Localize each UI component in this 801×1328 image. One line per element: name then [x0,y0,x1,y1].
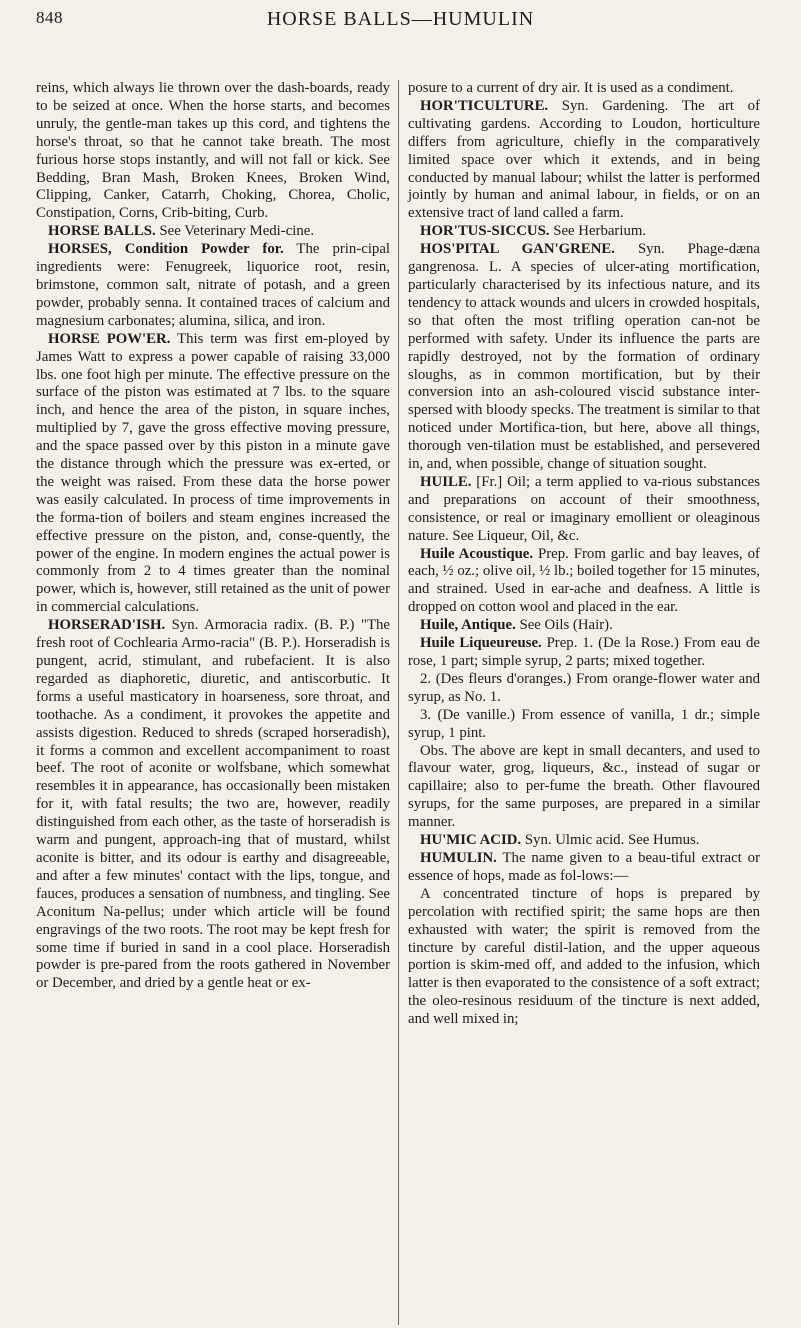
entry-headword: HU'MIC ACID. [420,832,522,849]
entry-text: The name given to a beau-tiful extract or essence of hops, made as fol-lows:— [408,849,760,884]
running-head: HORSE BALLS—HUMULIN [266,8,535,30]
dictionary-entry [408,223,760,241]
entry-headword: HUILE. [420,473,472,490]
entry-text: 3. (De vanille.) From essence of vanilla, 1 dr.; simple syrup, 1 pint. [408,706,760,741]
entry-text: A concentrated tincture of hops is prepared by percolation with rectified spirit; the same hops are then exhausted with water; the spirit is removed from the tincture by careful distil-lation, and the upper aqueous portion is skim-med off, and added to the infusion, which latter is then evaporated to the consistence of a soft extract; the oleo-resinous residuum of the tincture is next added, and well mixed in; [408,885,760,1028]
dictionary-entry [36,331,390,618]
left-column [36,80,390,993]
entry-paragraph [408,743,760,833]
dictionary-entry [36,223,390,241]
entry-headword: HORSE POW'ER. [48,330,171,347]
entry-text: Prep. From garlic and bay leaves, of each, ½ oz.; olive oil, ½ lb.; boiled together for 15 minutes, and strained. Used in ear-ache and deafness. A little is dropped on cotton wool and placed in the ear. [408,545,760,616]
entry-paragraph [408,671,760,707]
entry-headword: HOS'PITAL GAN'GRENE. [420,241,615,258]
entry-text: See Herbarium. [549,223,647,240]
entry-paragraph [408,707,760,743]
entry-text: 2. (Des fleurs d'oranges.) From orange-flower water and syrup, as No. 1. [408,670,760,705]
entry-text: Syn. Ulmic acid. See Humus. [521,832,700,849]
entry-headword: HOR'TICULTURE. [420,97,549,114]
right-column [408,80,760,1029]
entry-text: Syn. Armoracia radix. (B. P.) "The fresh root of Cochlearia Armo-racia" (B. P.). Horseradish is pungent, acrid, stimulant, and rubefacient. It is also regarded as diaphoretic, diuretic, and antiscorbutic. It forms a useful masticatory in hoarseness, sore throat, and toothache. As a condiment, it provokes the appetite and assists digestion. Reduced to shreds (scraped horseradish), it forms a common and excellent accompaniment to roast beef. The root of aconite or wolfsbane, which somewhat resembles it in appearance, has occasionally been mistaken for it, with fatal results; the two are, however, readily distinguished from each other, as the taste of horseradish is warm and pungent, approach-ing that of mustard, whilst aconite is bitter, and its odour is earthy and disagreeable, and after a few minutes' contact with the lips, tongue, and fauces, produces a sensation of numbness, and tingling. See Aconitum Na-pellus; under which article will be found engravings of the two roots. The root may be kept fresh for some time if buried in sand in a cool place. Horseradish powder is pre-pared from the roots gathered in November or December, and dried by a gentle heat or ex- [36,617,390,992]
dictionary-entry [408,635,760,671]
page-number: 848 [36,8,63,27]
entry-text: Prep. 1. (De la Rose.) From eau de rose, 1 part; simple syrup, 2 parts; mixed together. [408,635,760,669]
entry-text: [Fr.] Oil; a term applied to va-rious substances and preparations on account of their smoothness, consistence, or real or imaginary emollient or oleaginous nature. See Liqueur, Oil, &c. [408,473,760,544]
entry-headword: Huile Liqueureuse. [420,635,542,652]
entry-headword: HORSE BALLS. [48,223,156,240]
entry-text: See Veterinary Medi-cine. [155,223,315,240]
entry-text: Obs. The above are kept in small decanters, and used to flavour water, grog, liqueurs, &c., instead of sugar or capillaire; also to per-fume the breath. Other flavoured syrups, for the same purposes, are prepared in a similar manner. [408,742,760,831]
entry-headword: HORSERAD'ISH. [48,617,166,634]
entry-headword: HORSES, Condition Powder for. [48,241,284,258]
entry-headword: Huile, Antique. [420,617,516,634]
dictionary-entry [408,546,760,618]
dictionary-entry [36,617,390,993]
column-divider [398,80,399,1325]
entry-text: Syn. Phage-dæna gangrenosa. L. A species of ulcer-ating mortification, particularly characterised by its infectious nature, and its tendency to attack wounds and ulcers in crowded hospitals, so that often the most trifling operation can-not be performed with safety. Under its influence the parts are rapidly destroyed, not by the formation of ordinary sloughs, as in common mortification, but by their conversion into an ash-coloured viscid substance inter-spersed with bloody specks. The treatment is similar to that noticed under Mortifica-tion, but here, above all things, thorough ven-tilation must be established, and persevered in, and, when possible, change of situation sought. [408,241,760,473]
dictionary-entry [36,241,390,331]
entry-headword: HUMULIN. [420,849,497,866]
entry-text: See Oils (Hair). [515,617,613,634]
entry-paragraph [408,886,760,1029]
dictionary-entry [408,850,760,886]
entry-text: reins, which always lie thrown over the dash-boards, ready to be seized at once. When the horse starts, and becomes unruly, the gentle-man takes up this cord, and tightens the horse's throat, so that he cannot take breath. The most furious horse stops instantly, and will not fall or kick. See Bedding, Bran Mash, Broken Knees, Broken Wind, Clipping, Canker, Catarrh, Choking, Chorea, Cholic, Constipation, Corns, Crib-biting, Curb. [36,80,390,222]
entry-text: The prin-cipal ingredients were: Fenugreek, liquorice root, resin, brimstone, common salt, nitrate of potash, and a green powder, probably senna. It contained traces of calcium and magnesium carbonates; alumina, silica, and iron. [36,241,391,329]
entry-text: This term was first em-ployed by James Watt to express a power capable of raising 33,000 lbs. one foot high per minute. The effective pressure on the surface of the piston was estimated at 7 lbs. to the square inch, and hence the area of the piston, in square inches, multiplied by 7, gave the gross effective moving pressure, and the space passed over by this piston in a minute gave the distance through which the pressure was ex-erted, or the weight was raised. From these data the horse power was easily calculated. In process of time improvements in the forma-tion of boilers and steam engines increased the effective pressure on the piston, and, conse-quently, the power of the engine. In modern engines the actual power is commonly from 2 to 4 times greater than the nominal power, which is, however, still retained as the unit of power in commercial calculations. [36,330,390,616]
dictionary-entry [408,241,760,474]
entry-text: posure to a current of dry air. It is used as a condiment. [408,80,734,96]
entry-text: Syn. Gardening. The art of cultivating gardens. According to Loudon, horticulture differs from agriculture, chiefly in the comparatively limited space over which it extends, and in being conducted by manual labour; whilst the latter is performed jointly by human and animal labour, in fields, or on an extensive tract of land called a farm. [408,97,760,222]
entry-headword: Huile Acoustique. [420,545,534,562]
entry-paragraph [408,80,760,98]
dictionary-entry [408,617,760,635]
entry-headword: HOR'TUS-SICCUS. [420,223,550,240]
dictionary-entry [408,474,760,546]
dictionary-entry [408,832,760,850]
entry-paragraph [36,80,390,223]
dictionary-entry [408,98,760,223]
